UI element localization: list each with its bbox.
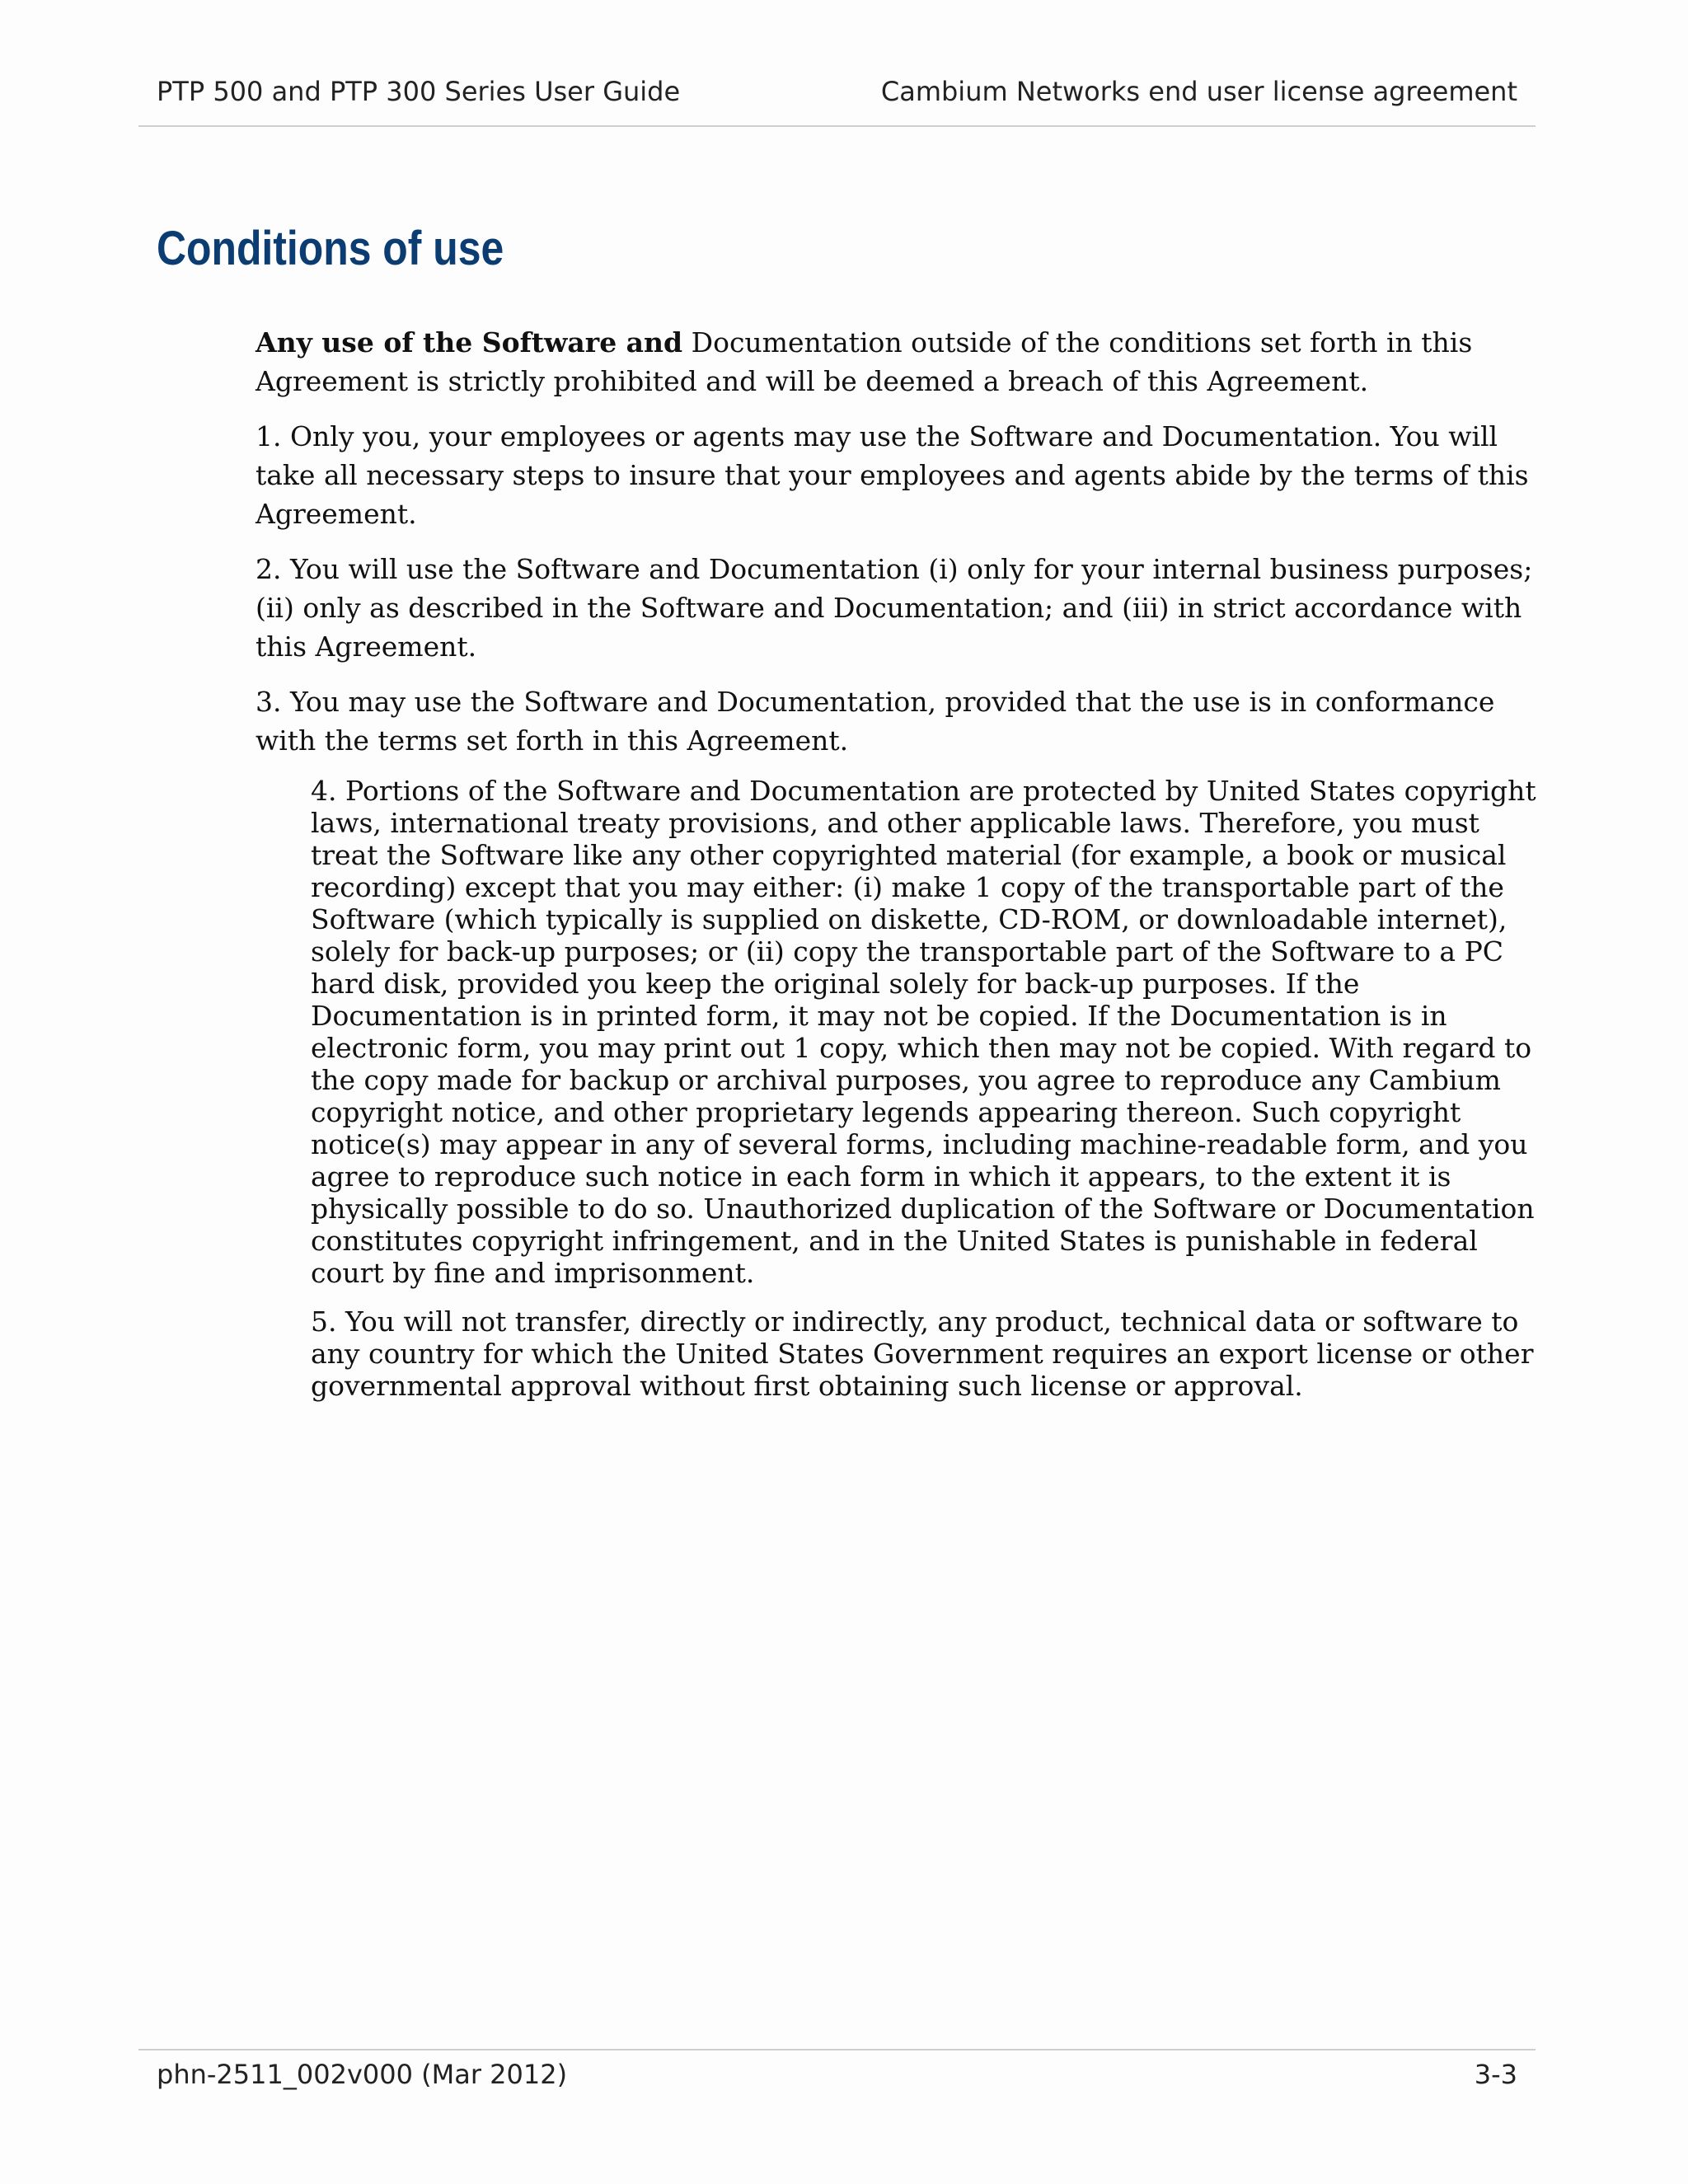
indented-conditions [311,775,1543,1418]
header-chapter-title: Cambium Networks end user license agreement [880,76,1517,107]
intro-paragraph [256,323,1541,401]
page-footer [138,2059,1536,2095]
page-header [138,76,1536,112]
condition-1-paragraph: 1. Only you, your employees or agents may use the Software and Documentation. You will take all necessary steps to insure that your employees and agents abide by the terms of this Agreement. [256,420,1529,530]
intro-text: Documentation outside of the conditions set forth in this Agreement is strictly prohibited and will be deemed a breach of this Agreement. [256,326,1473,397]
condition-2-paragraph: 2. You will use the Software and Documentation (i) only for your internal business purposes; (ii) only as described in the Software and Documentation; and (iii) in strict accordance with this Agreement. [256,553,1533,663]
footer-page-number: 3-3 [1474,2059,1517,2090]
condition-5-paragraph: 5. You will not transfer, directly or indirectly, any product, technical data or software to any country for which the United States Government requires an export license or other governmental approval without first obtaining such license or approval. [311,1305,1534,1402]
header-divider [138,125,1536,127]
footer-document-id: phn-2511_002v000 (Mar 2012) [157,2059,568,2090]
header-guide-title: PTP 500 and PTP 300 Series User Guide [157,76,681,107]
section-title: Conditions of use [157,222,504,275]
condition-4-paragraph: 4. Portions of the Software and Documentation are protected by United States copyright laws, international treaty provisions, and other applicable laws. Therefore, you must treat the Software like any other copyrighted material (for example, a book or musical recording) except that you may either: (i) make 1 copy of the transportable part of the Software (which typically is supplied on diskette, CD-ROM, or downloadable internet), solely for back-up purposes; or (ii) copy the transportable part of the Software to a PC hard disk, provided you keep the original solely for back-up purposes. If the Documentation is in printed form, it may not be copied. If the Documentation is in electronic form, you may print out 1 copy, which then may not be copied. With regard to the copy made for backup or archival purposes, you agree to reproduce any Cambium copyright notice, and other proprietary legends appearing thereon. Such copyright notice(s) may appear in any of several forms, including machine-readable form, and you agree to reproduce such notice in each form in which it appears, to the extent it is physically possible to do so. Unauthorized duplication of the Software or Documentation constitutes copyright infringement, and in the United States is punishable in federal court by fine and imprisonment. [311,775,1536,1289]
condition-3-paragraph: 3. You may use the Software and Documentation, provided that the use is in conformance with the terms set forth in this Agreement. [256,686,1495,757]
section-body [256,323,1541,776]
intro-bold-lead: Any use of the Software and [256,326,683,359]
footer-divider [138,2049,1536,2050]
